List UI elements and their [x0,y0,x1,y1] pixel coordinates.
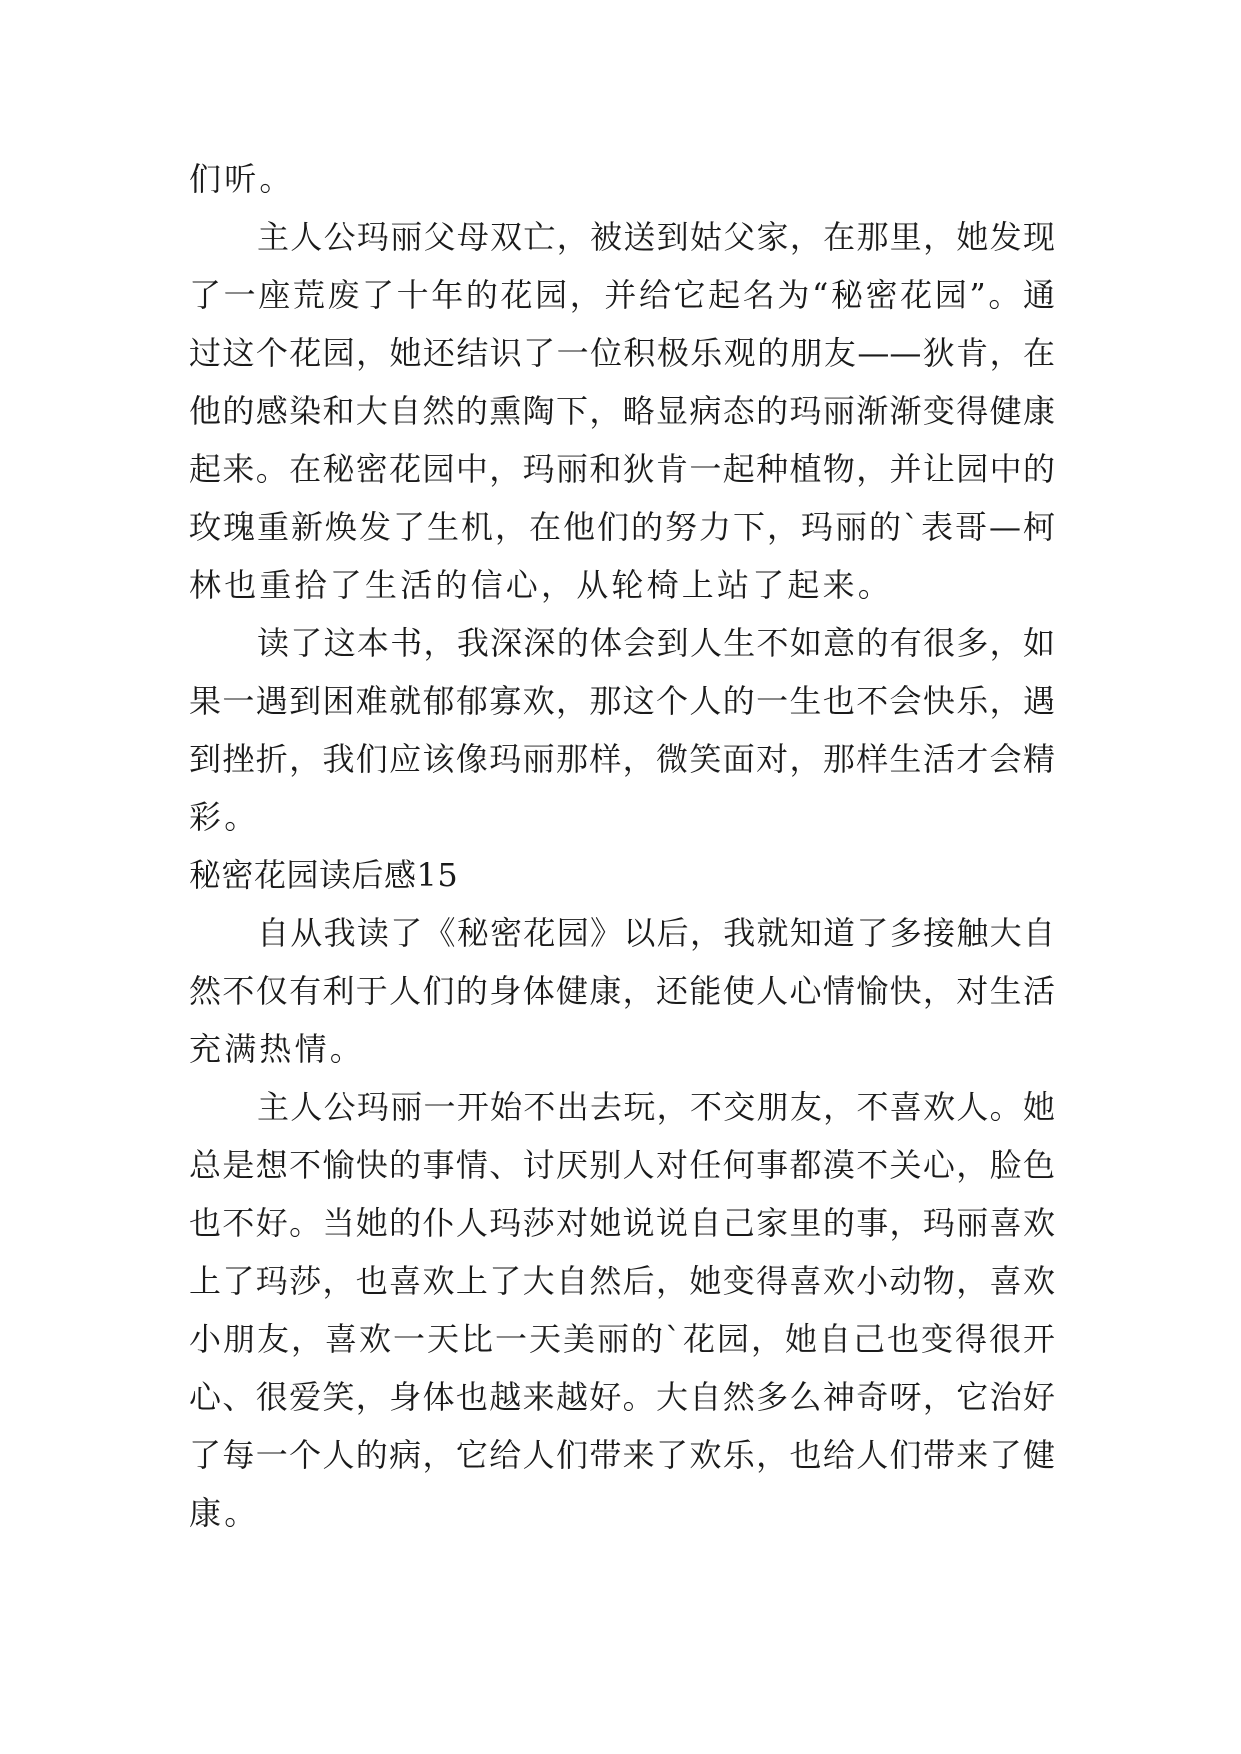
text-line: 主人公玛丽一开始不出去玩，不交朋友，不喜欢人。她 [257,1088,1055,1126]
text-line: 心、很爱笑，身体也越来越好。大自然多么神奇呀，它治好 [189,1378,1055,1416]
text-line: 起来。在秘密花园中，玛丽和狄肯一起种植物，并让园中的 [189,450,1055,488]
text-line: 果一遇到困难就郁郁寡欢，那这个人的一生也不会快乐，遇 [189,682,1055,720]
text-line: 总是想不愉快的事情、讨厌别人对任何事都漠不关心，脸色 [189,1146,1055,1184]
text-line: 他的感染和大自然的熏陶下，略显病态的玛丽渐渐变得健康 [189,392,1055,430]
essay-body-paragraph [189,1078,1055,1542]
text-line: 到挫折，我们应该像玛丽那样，微笑面对，那样生活才会精 [189,740,1055,778]
essay-opening-paragraph [189,904,1055,1078]
continuation-paragraph [189,150,1055,208]
section-heading [189,846,1055,904]
text-line: 彩。 [189,798,260,836]
text-line: 主人公玛丽父母双亡，被送到姑父家，在那里，她发现 [257,218,1055,256]
text-line: 读了这本书，我深深的体会到人生不如意的有很多，如 [257,624,1055,662]
text-line: 小朋友，喜欢一天比一天美丽的`花园，她自己也变得很开 [189,1320,1055,1358]
text-line: 林也重拾了生活的信心，从轮椅上站了起来。 [189,566,894,604]
text-line: 了每一个人的病，它给人们带来了欢乐，也给人们带来了健 [189,1436,1055,1474]
text-line: 然不仅有利于人们的身体健康，还能使人心情愉快，对生活 [189,972,1055,1010]
text-line: 了一座荒废了十年的花园，并给它起名为“秘密花园”。通 [189,276,1055,314]
reflection-paragraph [189,614,1055,846]
text-line: 玫瑰重新焕发了生机，在他们的努力下，玛丽的`表哥—柯 [189,508,1055,546]
text-line: 们听。 [189,160,295,198]
text-line: 上了玛莎，也喜欢上了大自然后，她变得喜欢小动物，喜欢 [189,1262,1055,1300]
text-line: 过这个花园，她还结识了一位积极乐观的朋友——狄肯，在 [189,334,1055,372]
text-line: 自从我读了《秘密花园》以后，我就知道了多接触大自 [257,914,1055,952]
heading-text: 秘密花园读后感15 [189,856,459,894]
text-line: 充满热情。 [189,1030,366,1068]
text-line: 康。 [189,1494,260,1532]
text-line: 也不好。当她的仆人玛莎对她说说自己家里的事，玛丽喜欢 [189,1204,1055,1242]
story-summary-paragraph [189,208,1055,614]
document-page [189,150,1055,1542]
